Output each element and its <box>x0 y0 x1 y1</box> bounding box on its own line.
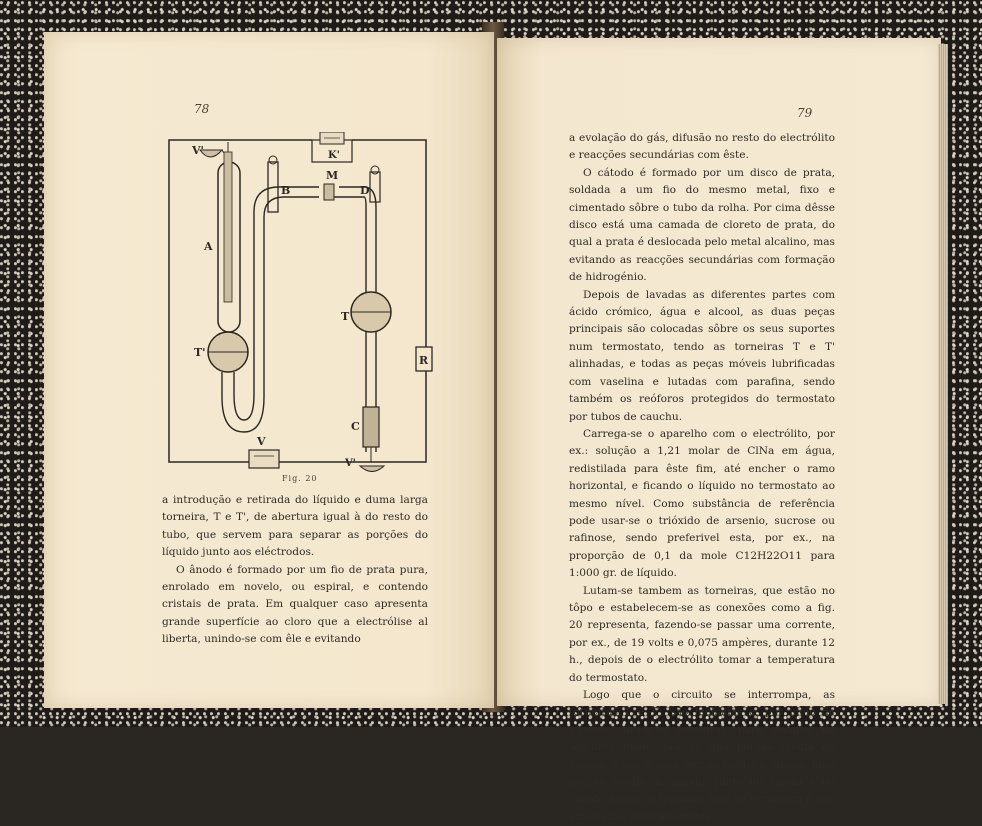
label-d: D <box>360 184 370 197</box>
right-page <box>497 38 941 823</box>
label-v: V <box>257 435 266 448</box>
figure-20-apparatus <box>164 132 434 472</box>
paragraph: Depois de lavadas as diferentes partes com ácido crómico, água e alcool, as duas peças principais são colocadas sôbre os seus suportes num termostato, tendo as torneiras T e T' alinhadas, e todas as peças móveis lubrificadas com vaselina e lutadas com parafina, sendo também os reóforos protegidos do termostato por tubos de cauchu. <box>569 288 835 423</box>
label-b: B <box>281 184 291 197</box>
paragraph: Logo que o circuito se interrompa, as torneiras T e T', são fechadas e, por meio de pipetas, tiram-se amostras para análise do seguinte modo: por D uma porção média do cátodo, e por B uma porção média e, depois uma porção média do ânodo. Junto do ânodo e do cátodo ficam os liquidos, que os cercavam e são analisados separadamente. <box>569 689 835 823</box>
figure-caption: Fig. 20 <box>282 474 318 483</box>
label-c: C <box>351 420 360 433</box>
label-m: M <box>326 169 339 182</box>
left-page-text <box>162 492 428 649</box>
page-edges <box>938 44 948 704</box>
label-v-prime-top: V' <box>192 144 204 157</box>
right-page-text <box>569 130 835 826</box>
paragraph: a introdução e retirada do líquido e duma larga torneira, T e T', de abertura igual à do resto do tubo, que servem para separar as porções do líquido junto aos eléctrodos. <box>162 494 428 559</box>
paragraph: Lutam-se tambem as torneiras, que estão no tôpo e estabelecem-se as conexões como a fig. 20 representa, fazendo-se passar uma corrente, por ex., de 19 volts e 0,075 ampères, durante 12 h., depois de o electrólito tomar a temperatura do termostato. <box>569 584 835 684</box>
label-t-prime: T' <box>194 346 206 359</box>
paragraph: Carrega-se o aparelho com o electrólito, por ex.: solução a 1,21 molar de ClNa em água, redistilada para êste fim, até encher o ramo horizontal, e ficando o líquido no termostato ao mesmo nível. Como substância de referência pode usar-se o trióxido de arsenio, sucrose ou rafinose, sendo preferivel esta, por ex., na proporção de 0,1 da mole C12H22O11 para 1:000 gr. de líquido. <box>569 427 835 580</box>
paragraph: O ânodo é formado por um fio de prata pura, enrolado em novelo, ou espiral, e contendo cristais de prata. Em qualquer caso apresenta grande superfície ao cloro que a electrólise al liberta, unindo-se com êle e evitando <box>162 563 428 646</box>
label-r: R <box>419 354 429 367</box>
label-a: A <box>204 240 213 253</box>
left-page <box>44 32 494 708</box>
label-k-prime: K' <box>328 150 340 161</box>
right-page-number: 79 <box>797 106 813 120</box>
label-t: T <box>341 310 350 323</box>
paragraph: a evolação do gás, difusão no resto do electrólito e reacções secundárias com êste. <box>569 132 835 162</box>
paragraph: O cátodo é formado por um disco de prata, soldada a um fio do mesmo metal, fixo e cimentado sôbre o tubo da rolha. Por cima dêsse disco está uma camada de cloreto de prata, do qual a prata é deslocada pelo metal alcalino, mas evitando as reacções secundárias com formação de hidrogénio. <box>569 166 835 284</box>
left-page-number: 78 <box>194 102 210 116</box>
label-v-prime-bottom: V' <box>345 458 356 469</box>
